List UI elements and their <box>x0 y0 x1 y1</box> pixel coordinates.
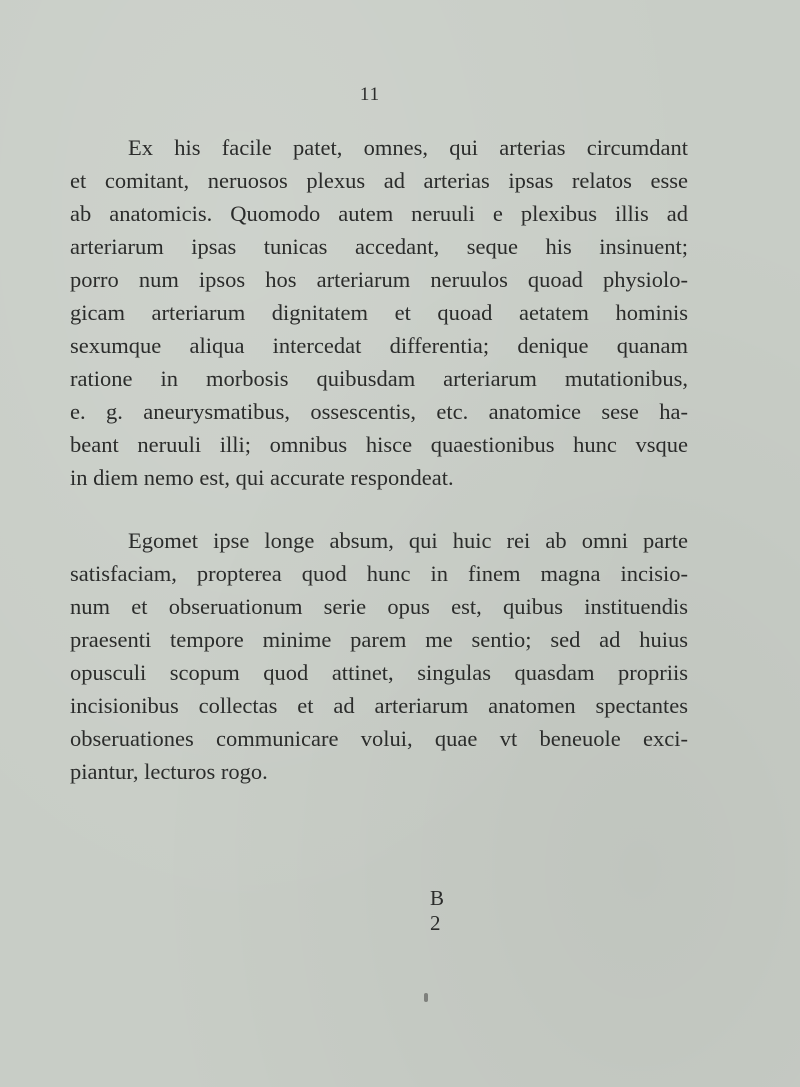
text-line: praesenti tempore minime parem me sentio; sed ad huius <box>70 627 688 652</box>
page-number: 11 <box>359 84 381 105</box>
text-line: sexumque aliqua intercedat differentia; denique quanam <box>70 333 688 358</box>
text-line: Egomet ipse longe absum, qui huic rei ab omni parte <box>128 528 688 553</box>
text-line: satisfaciam, propterea quod hunc in finem magna incisio- <box>70 561 688 586</box>
text-line: Ex his facile patet, omnes, qui arterias circumdant <box>128 135 688 160</box>
text-line: et comitant, neruosos plexus ad arterias ipsas relatos esse <box>70 168 688 193</box>
ink-speck <box>424 993 428 1002</box>
paragraph-2 <box>70 524 688 788</box>
text-line: obseruationes communicare volui, quae vt beneuole exci- <box>70 726 688 751</box>
text-line: incisionibus collectas et ad arteriarum anatomen spectantes <box>70 693 688 718</box>
text-line: ab anatomicis. Quomodo autem neruuli e plexibus illis ad <box>70 201 688 226</box>
text-line: beant neruuli illi; omnibus hisce quaestionibus hunc vsque <box>70 432 688 457</box>
signature-mark: B 2 <box>430 886 449 935</box>
text-line: ratione in morbosis quibusdam arteriarum mutationibus, <box>70 366 688 391</box>
text-line: num et obseruationum serie opus est, quibus instituendis <box>70 594 688 619</box>
text-line: gicam arteriarum dignitatem et quoad aetatem hominis <box>70 300 688 325</box>
text-line: opusculi scopum quod attinet, singulas quasdam propriis <box>70 660 688 685</box>
text-line: in diem nemo est, qui accurate respondeat. <box>70 465 454 490</box>
text-line: e. g. aneurysmatibus, ossescentis, etc. anatomice sese ha- <box>70 399 688 424</box>
text-line: porro num ipsos hos arteriarum neruulos quoad physiolo- <box>70 267 688 292</box>
paragraph-1 <box>70 131 688 494</box>
text-line: piantur, lecturos rogo. <box>70 759 268 784</box>
text-line: arteriarum ipsas tunicas accedant, seque his insinuent; <box>70 234 688 259</box>
